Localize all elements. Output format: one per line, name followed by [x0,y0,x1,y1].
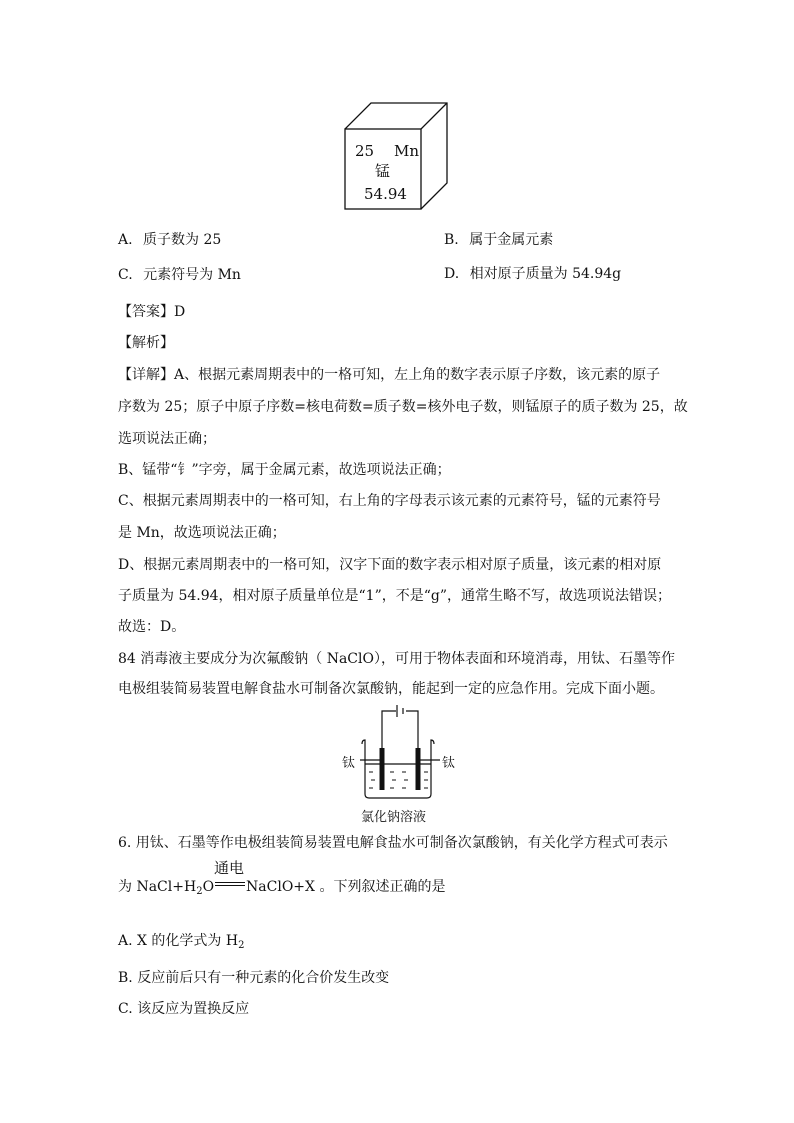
reaction-condition: 通电 [214,859,245,877]
intro-line: 84 消毒液主要成分为次氟酸钠（ NaClO），可用于物体表面和环境消毒，用钛、石墨等作 [118,651,675,667]
analysis-line: 选项说法正确； [118,431,216,447]
q5-option-b [444,229,553,249]
element-symbol: Mn [394,142,420,160]
answer-label: 【答案】D [118,304,186,320]
equation-subscript: 2 [196,886,203,897]
electrode-label-left: 钛 [342,756,356,771]
diagram-caption: 氯化钠溶液 [361,810,427,825]
option-letter: D. [444,266,460,282]
reaction-arrow [214,859,246,892]
equation-suffix: NaClO+X 。下列叙述正确的是 [246,879,446,895]
analysis-line: 序数为 25；原子中原子序数=核电荷数=质子数=核外电子数，则锰原子的质子数为 25，故 [118,399,688,415]
q6-option-c: C. 该反应为置换反应 [118,1001,250,1017]
analysis-title: 【解析】 [118,335,174,351]
q6-option-a [118,930,244,951]
analysis-line: 是 Mn，故选项说法正确； [118,525,286,541]
option-text: 相对原子质量为 54.94g [469,266,622,282]
option-text: 质子数为 25 [143,232,222,248]
electrolysis-diagram [340,702,460,825]
q5-option-a [118,229,221,249]
q6-stem-line: 6. 用钛、石墨等作电极组装简易装置电解食盐水可制备次氯酸钠，有关化学方程式可表示 [118,835,668,851]
q5-option-d [444,263,621,283]
option-letter: B. [444,232,459,248]
option-text: 属于金属元素 [469,232,554,248]
analysis-line: 子质量为 54.94，相对原子质量单位是“1”，不是“g”，通常生略不写，故选项说法错误； [118,588,672,604]
analysis-line: B、锰带“钅”字旁，属于金属元素，故选项说法正确； [118,462,451,478]
electrode-label-right: 钛 [442,756,456,771]
q6-equation-line [118,859,446,897]
option-subscript: 2 [238,940,245,951]
q5-option-c [118,264,241,284]
double-bar-icon [215,882,245,886]
option-text: A. X 的化学式为 H [118,933,239,949]
atomic-number: 25 [355,142,375,160]
analysis-line: 故选：D。 [118,619,186,635]
q6-option-b: B. 反应前后只有一种元素的化合价发生改变 [118,970,390,986]
element-name: 锰 [375,162,391,180]
option-text: 元素符号为 Mn [143,267,241,283]
intro-line: 电极组装简易装置电解食盐水可制备次氯酸钠，能起到一定的应急作用。完成下面小题。 [118,681,664,697]
equation-mid: O [202,879,215,895]
option-letter: A. [118,232,133,248]
analysis-line: D、根据元素周期表中的一格可知，汉字下面的数字表示相对原子质量，该元素的相对原 [118,557,662,573]
analysis-line: C、根据元素周期表中的一格可知，右上角的字母表示该元素的元素符号，锰的元素符号 [118,493,661,509]
atomic-mass: 54.94 [364,185,407,203]
equation-prefix: 为 NaCl+H [118,879,197,895]
option-letter: C. [118,267,133,283]
element-cell-figure [344,102,448,210]
analysis-line: 【详解】A、根据元素周期表中的一格可知，左上角的数字表示原子序数，该元素的原子 [118,367,661,383]
